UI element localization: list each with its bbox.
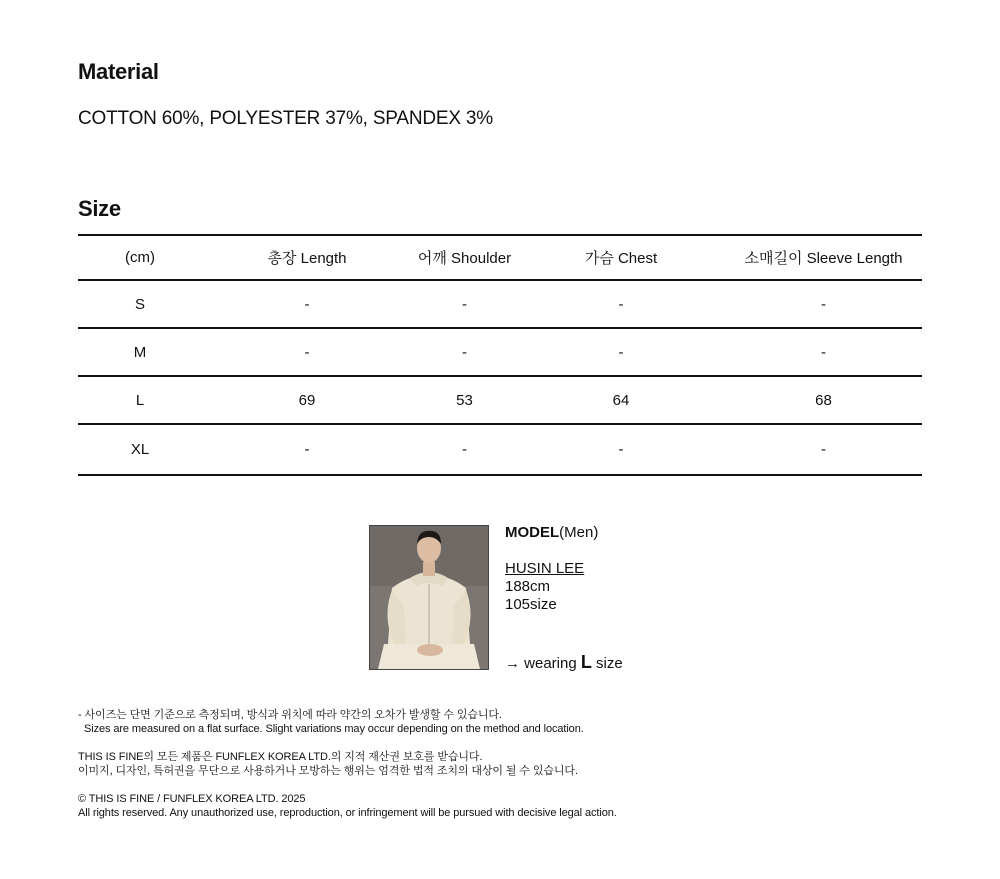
chest-value: -	[618, 295, 624, 313]
sleeve-length-value: -	[821, 441, 826, 458]
shoulder-value: -	[462, 295, 467, 313]
model-label-line	[505, 524, 598, 542]
shoulder-value: -	[462, 343, 467, 361]
column-header-chest: 가슴 Chest	[584, 250, 658, 267]
length-value: -	[304, 343, 310, 361]
wearing-size: L	[580, 652, 592, 672]
size-label: XL	[130, 441, 150, 458]
column-header-unit: (cm)	[125, 249, 155, 266]
model-size: 105size	[505, 596, 557, 613]
wearing-prefix: → wearing	[505, 655, 577, 672]
sleeve-length-value: -	[821, 343, 826, 361]
measure-note-en: Sizes are measured on a flat surface. Slight variations may occur depending on the method and location.	[84, 723, 584, 735]
wearing-suffix: size	[596, 655, 623, 672]
chest-value: -	[618, 343, 624, 361]
length-value: -	[304, 441, 310, 458]
sleeve-length-value: -	[821, 295, 826, 313]
model-photo	[369, 525, 489, 670]
material-heading: Material	[78, 59, 159, 84]
model-gender: (Men)	[559, 524, 599, 541]
table-row	[78, 328, 922, 376]
column-header-shoulder: 어깨 Shoulder	[417, 250, 512, 267]
wearing-size-line	[505, 652, 623, 673]
measure-note-ko: - 사이즈는 단면 기준으로 측정되며, 방식과 위치에 따라 약간의 오차가 발생할 수 있습니다.	[78, 709, 502, 721]
table-row	[78, 424, 922, 475]
table-row	[78, 280, 922, 328]
size-table-header-row	[78, 235, 922, 280]
column-header-sleeve-length: 소매길이 Sleeve Length	[744, 250, 903, 267]
material-composition: COTTON 60%, POLYESTER 37%, SPANDEX 3%	[78, 108, 493, 129]
copyright-line: © THIS IS FINE / FUNFLEX KOREA LTD. 2025	[78, 793, 306, 805]
length-value: 69	[298, 391, 316, 409]
model-photo-illustration	[370, 526, 488, 669]
shoulder-value: 53	[456, 391, 473, 409]
size-label: L	[135, 391, 145, 409]
size-label: S	[134, 295, 145, 313]
shoulder-value: -	[462, 441, 467, 458]
model-height: 188cm	[505, 578, 551, 595]
model-info	[505, 524, 598, 614]
size-table	[78, 234, 922, 476]
ip-note-ko-2: 이미지, 디자인, 특허권을 무단으로 사용하거나 모방하는 행위는 엄격한 법적 조치의 대상이 될 수 있습니다.	[78, 765, 578, 777]
model-label: MODEL	[505, 524, 560, 541]
column-header-length: 총장 Length	[267, 250, 347, 267]
rights-line: All rights reserved. Any unauthorized use, reproduction, or infringement will be pursued with decisive legal action.	[78, 807, 617, 819]
size-heading: Size	[78, 196, 121, 221]
model-name: HUSIN LEE	[505, 560, 585, 577]
sleeve-length-value: 68	[815, 391, 832, 409]
chest-value: -	[618, 441, 624, 458]
size-label: M	[133, 343, 147, 361]
chest-value: 64	[612, 391, 630, 409]
footnotes	[78, 708, 617, 820]
ip-note-ko-1: THIS IS FINE의 모든 제품은 FUNFLEX KOREA LTD.의 지적 재산권 보호를 받습니다.	[78, 751, 483, 763]
length-value: -	[304, 295, 310, 313]
table-row	[78, 376, 922, 424]
